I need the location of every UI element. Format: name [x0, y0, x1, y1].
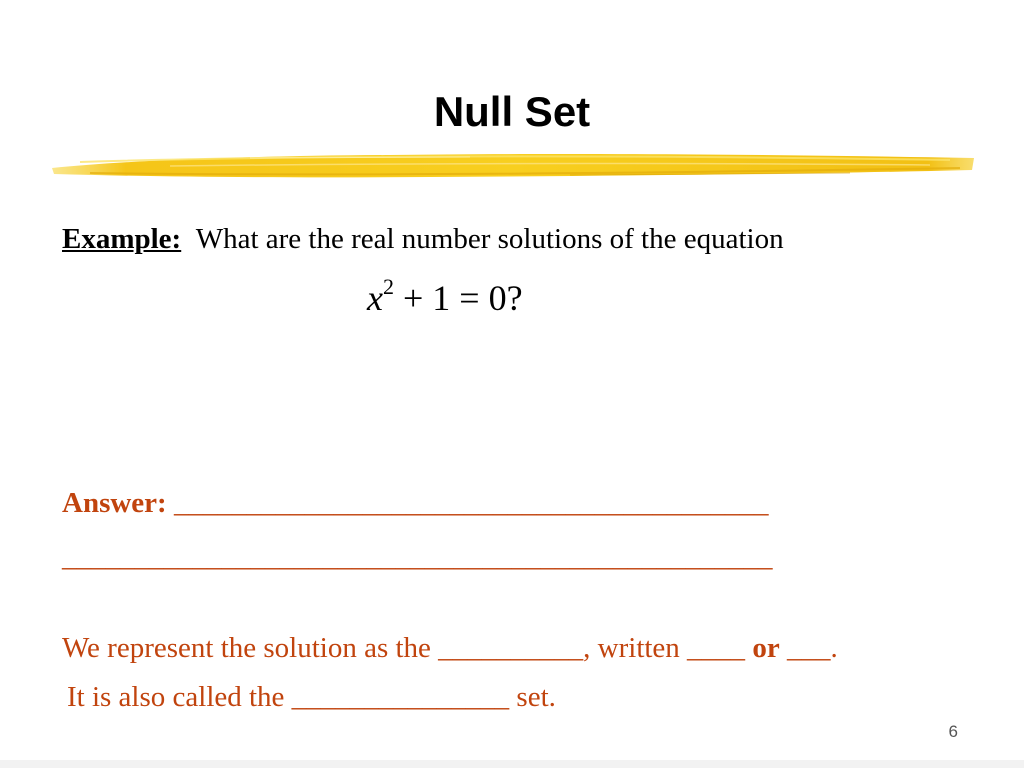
answer-blank: _________________________________________ — [173, 487, 769, 519]
example-label: Example: — [62, 223, 182, 255]
equation-rest: + 1 = 0? — [393, 278, 523, 318]
answer-line — [62, 485, 768, 521]
equation-variable: x — [367, 278, 383, 318]
equation — [367, 276, 523, 320]
example-prompt — [62, 221, 784, 257]
also-called-statement: It is also called the _______________ set. — [67, 681, 556, 713]
represent-or: or — [752, 632, 780, 664]
title-underline-brushstroke — [50, 146, 976, 186]
answer-blank-continued: _________________________________________________ — [62, 541, 773, 573]
page-number: 6 — [948, 722, 958, 741]
footer-divider — [0, 760, 1024, 768]
represent-text-end: ___. — [779, 632, 838, 664]
slide-title: Null Set — [433, 88, 591, 135]
represent-text: We represent the solution as the __________, written ____ — [62, 632, 753, 664]
equation-exponent: 2 — [382, 274, 394, 299]
represent-statement — [62, 630, 838, 666]
answer-label: Answer: — [62, 487, 167, 519]
example-text: What are the real number solutions of the equation — [195, 223, 784, 255]
